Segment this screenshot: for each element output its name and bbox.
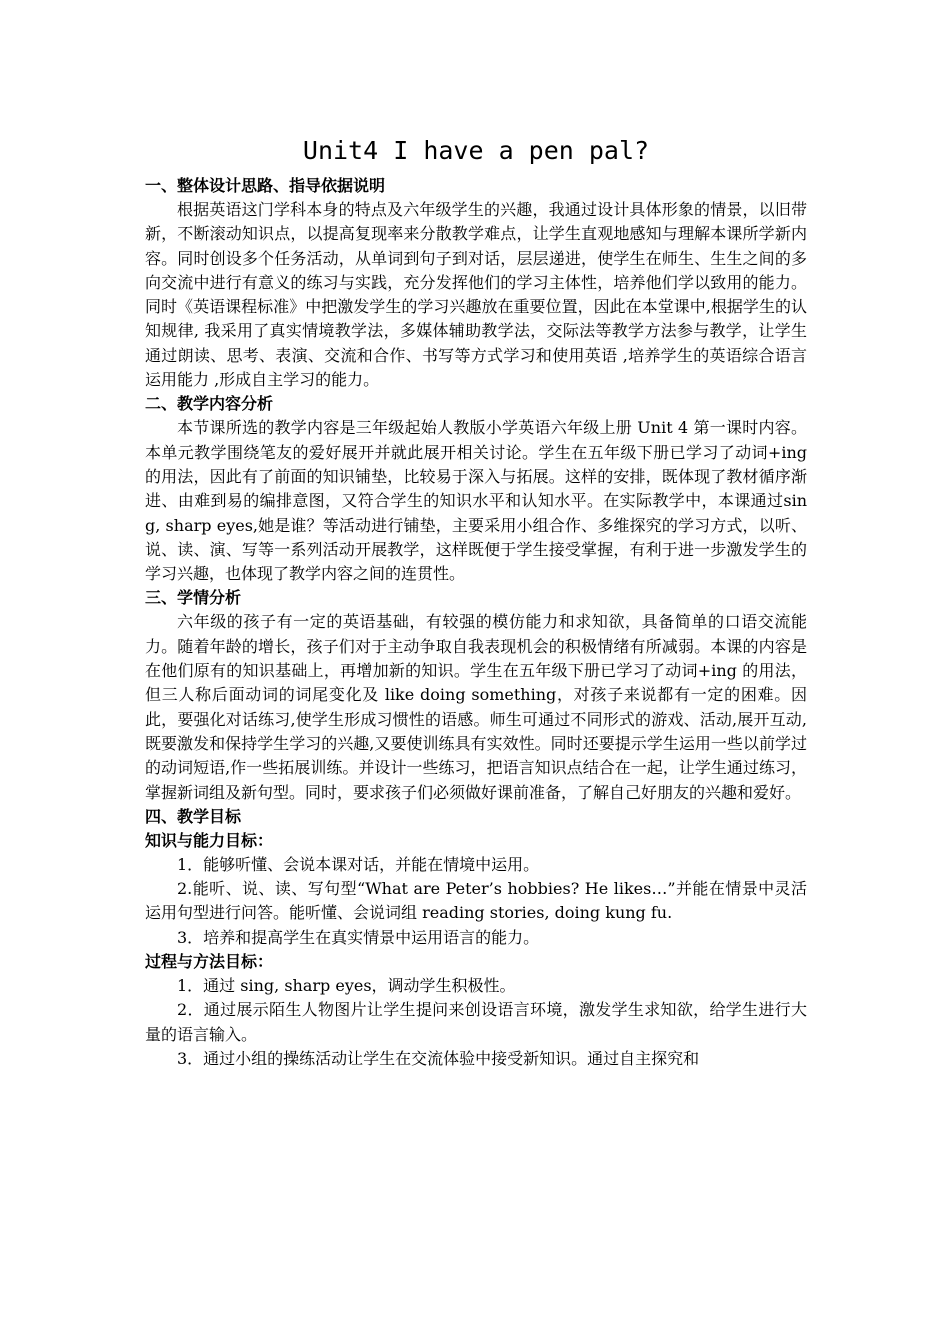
list-item: 1．通过 sing, sharp eyes，调动学生积极性。 [177, 976, 516, 996]
section-design [145, 174, 807, 392]
list-item: 3．培养和提高学生在真实情景中运用语言的能力。 [177, 927, 540, 947]
section-heading: 一、整体设计思路、指导依据说明 [145, 176, 386, 195]
list-item: 3．通过小组的操练活动让学生在交流体验中接受新知识。通过自主探究和 [177, 1048, 700, 1068]
list-item: 2.能听、说、读、写句型“What are Peter’s hobbies? He likes…”并能在情景中灵活运用句型进行问答。能听懂、会说词组 reading stories, doing kung fu. [145, 879, 807, 923]
document-page [145, 132, 807, 1071]
list-item: 2．通过展示陌生人物图片让学生提问来创设语言环境，激发学生求知欲，给学生进行大量的语言输入。 [145, 1000, 807, 1044]
section-heading: 三、学情分析 [145, 588, 242, 608]
document-title: Unit4 I have a pen pal? [302, 136, 650, 165]
paragraph: 本节课所选的教学内容是三年级起始人教版小学英语六年级上册 Unit 4 第一课时内容。本单元教学围绕笔友的爱好展开并就此展开相关讨论。学生在五年级下册已学习了动词+ing的用法，因此有了前面的知识铺垫，比较易于深入与拓展。这样的安排，既体现了教材循序渐进、由难到易的编排意图，又符合学生的知识水平和认知水平。在实际教学中，本课通过sing, sharp eyes,她是谁？等活动进行铺垫，主要采用小组合作、多维探究的学习方式，以听、说、读、演、写等一系列活动开展教学，这样既便于学生接受掌握，有利于进一步激发学生的学习兴趣，也体现了教学内容之间的连贯性。 [145, 418, 807, 584]
section-heading: 二、教学内容分析 [145, 394, 274, 414]
section-process-objectives [145, 950, 807, 1071]
section-objectives [145, 805, 807, 829]
section-knowledge-objectives [145, 829, 807, 950]
subsection-heading: 过程与方法目标： [145, 952, 274, 972]
list-item: 1．能够听懂、会说本课对话，并能在情境中运用。 [177, 854, 540, 874]
section-learner-analysis [145, 586, 807, 804]
section-heading: 四、教学目标 [145, 806, 242, 826]
section-content-analysis [145, 392, 807, 586]
paragraph: 六年级的孩子有一定的英语基础，有较强的模仿能力和求知欲，具备简单的口语交流能力。随着年龄的增长，孩子们对于主动争取自我表现机会的积极情绪有所减弱。本课的内容是在他们原有的知识基础上，再增加新的知识。学生在五年级下册已学习了动词+ing 的用法， 但三人称后面动词的词尾变化及 like doing something，对孩子来说都有一定的困难。因此，要强化对话练习,使学生形成习惯性的语感。师生可通过不同形式的游戏、活动,展开互动,既要激发和保持学生学习的兴趣,又要使训练具有实效性。同时还要提示学生运用一些以前学过的动词短语,作一些拓展训练。并设计一些练习，把语言知识点结合在一起，让学生通过练习，掌握新词组及新句型。同时，要求孩子们必须做好课前准备，了解自己好朋友的兴趣和爱好。 [145, 612, 807, 802]
paragraph: 根据英语这门学科本身的特点及六年级学生的兴趣，我通过设计具体形象的情景，以旧带新，不断滚动知识点，以提高复现率来分散教学难点，让学生直观地感知与理解本课所学新内容。同时创设多个任务活动，从单词到句子到对话，层层递进，使学生在师生、生生之间的多向交流中进行有意义的练习与实践，充分发挥他们的学习主体性，培养他们学以致用的能力。同时《英语课程标准》中把激发学生的学习兴趣放在重要位置，因此在本堂课中,根据学生的认知规律, 我采用了真实情境教学法，多媒体辅助教学法，交际法等教学方法参与教学，让学生通过朗读、思考、表演、交流和合作、书写等方式学习和使用英语 ,培养学生的英语综合语言运用能力 ,形成自主学习的能力。 [145, 200, 807, 390]
subsection-heading: 知识与能力目标： [145, 830, 274, 850]
